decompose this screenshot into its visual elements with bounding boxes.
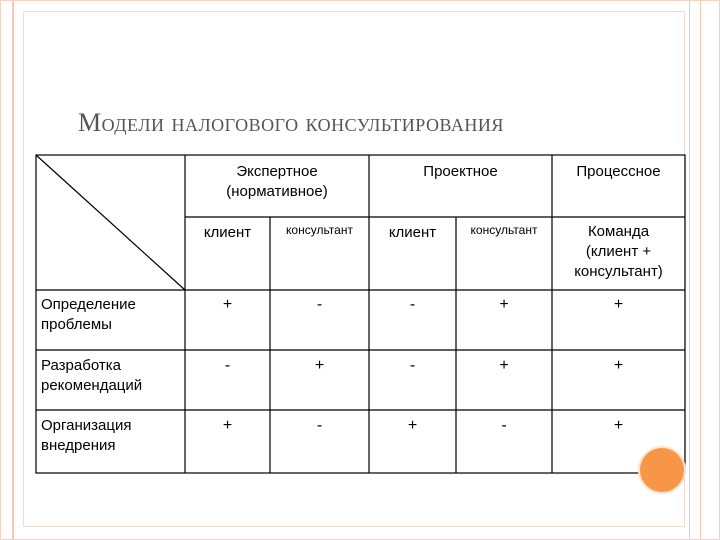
table-cell: - xyxy=(316,417,323,434)
table-cell: + xyxy=(613,296,624,313)
table-corner-diagonal xyxy=(36,155,185,290)
table-cell: + xyxy=(613,417,624,434)
accent-circle xyxy=(640,448,684,492)
table-cell: + xyxy=(222,417,233,434)
table-cell: + xyxy=(314,357,325,374)
subheader-expert-client: клиент xyxy=(203,224,252,241)
row-label-problem-definition: Определение проблемы xyxy=(41,296,136,333)
row-label-implementation: Организация внедрения xyxy=(41,417,132,454)
header-process: Процессное xyxy=(576,163,661,180)
table-cell: - xyxy=(316,296,323,313)
table-cell: + xyxy=(407,417,418,434)
table-cell: + xyxy=(499,296,509,313)
table-cell: + xyxy=(499,357,509,374)
row-label-recommendations: Разработка рекомендаций xyxy=(41,357,143,394)
subheader-project-consultant: консультант xyxy=(470,223,538,237)
table-cell: - xyxy=(409,296,416,313)
table-cell: - xyxy=(501,417,507,434)
table-cell: - xyxy=(409,357,416,374)
subheader-process-team: Команда (клиент + консультант) xyxy=(574,223,663,280)
table-cell: + xyxy=(613,357,624,374)
subheader-expert-consultant: консультант xyxy=(286,223,353,237)
table-cell: - xyxy=(224,357,231,374)
table-cell: + xyxy=(222,296,233,313)
slide-title: Модели налогового консультирования xyxy=(78,108,504,137)
subheader-project-client: клиент xyxy=(388,224,437,241)
header-expert: Экспертное (нормативное) xyxy=(226,163,328,200)
header-project: Проектное xyxy=(423,163,498,180)
